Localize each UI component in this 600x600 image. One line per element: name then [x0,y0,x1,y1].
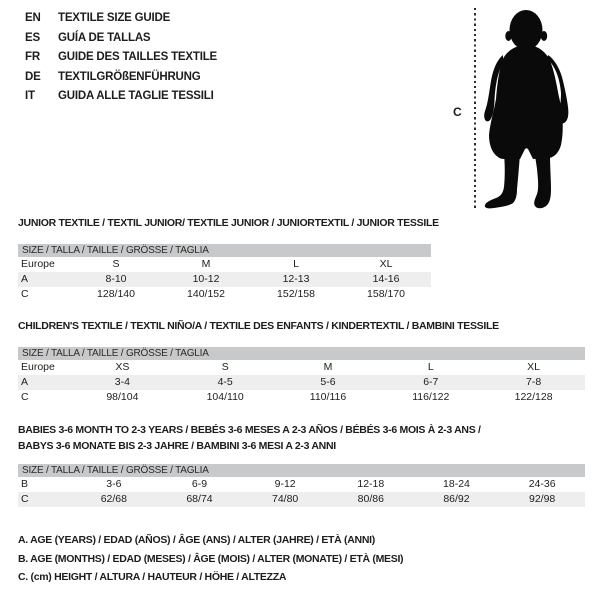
table-row [18,375,585,390]
lang-code: DE [25,70,41,83]
lang-code: ES [25,31,40,44]
size-cell: 12-18 [357,478,385,490]
table-row [18,272,431,287]
row-label: A [18,272,71,287]
lang-code: IT [25,90,35,103]
size-cell: 6-7 [379,375,482,390]
size-cell: 12-13 [251,272,341,287]
language-list [25,9,217,107]
table-header-bar: SIZE / TALLA / TAILLE / GRÖSSE / TAGLIA [18,464,585,477]
row-label: Europe [21,258,55,270]
lang-label: TEXTILGRÖßENFÜHRUNG [58,70,201,83]
size-table-junior [18,244,431,302]
row-label: C [21,391,29,403]
size-cell: 152/158 [277,288,315,300]
size-table-children [18,347,585,405]
lang-code: FR [25,51,40,64]
size-cell: 140/152 [187,288,225,300]
legend-line-b: B. AGE (MONTHS) / EDAD (MESES) / ÂGE (MOIS) / ALTER (MONATE) / ETÀ (MESI) [18,552,404,565]
size-cell: M [201,258,211,270]
size-cell: 98/104 [106,391,139,403]
table-header-bar: SIZE / TALLA / TAILLE / GRÖSSE / TAGLIA [18,347,585,360]
table-row [18,287,431,302]
size-cell: 110/116 [309,391,347,403]
table-row [18,390,585,405]
size-cell: 68/74 [157,492,243,507]
lang-label: GUIDA ALLE TAGLIE TESSILI [58,90,214,103]
legend-line-c: C. (cm) HEIGHT / ALTURA / HAUTEUR / HÖHE / ALTEZZA [18,571,287,583]
size-cell: 86/92 [414,492,500,507]
size-cell: XL [527,361,541,373]
size-cell: 62/68 [71,492,157,507]
row-label: Europe [21,361,55,373]
size-cell: 18-24 [443,478,470,490]
height-measure-dotted-line [474,8,476,208]
baby-silhouette [483,9,575,211]
table-row [18,477,585,492]
size-cell: 6-9 [191,478,208,490]
size-cell: 158/170 [367,288,405,300]
size-cell: XS [115,361,130,373]
row-label: C [21,288,29,300]
size-cell: 10-12 [161,272,251,287]
size-cell: 7-8 [482,375,585,390]
size-cell: 4-5 [174,375,277,390]
table-header-bar: SIZE / TALLA / TAILLE / GRÖSSE / TAGLIA [18,244,431,257]
size-cell: 116/122 [412,391,450,403]
lang-label: GUÍA DE TALLAS [58,31,151,44]
section-title-children: CHILDREN'S TEXTILE / TEXTIL NIÑO/A / TEXTILE DES ENFANTS / KINDERTEXTIL / BAMBINI TESSILE [18,320,499,332]
legend-line-a: A. AGE (YEARS) / EDAD (AÑOS) / ÂGE (ANS) / ALTER (JAHRE) / ETÀ (ANNI) [18,534,375,546]
lang-label: GUIDE DES TAILLES TEXTILE [58,51,217,64]
size-cell: 14-16 [341,272,431,287]
section-title-junior: JUNIOR TEXTILE / TEXTIL JUNIOR/ TEXTILE JUNIOR / JUNIORTEXTIL / JUNIOR TESSILE [18,217,439,229]
table-row [18,492,585,507]
section-title-babies-line1: BABIES 3-6 MONTH TO 2-3 YEARS / BEBÉS 3-6 MESES A 2-3 AÑOS / BÉBÉS 3-6 MOIS À 2-3 ANS / [18,424,481,436]
measurement-legend [18,531,403,587]
size-cell: S [221,361,229,373]
size-cell: XL [379,258,393,270]
size-cell: 92/98 [499,492,585,507]
size-cell: 8-10 [71,272,161,287]
table-row [18,257,431,272]
row-label: B [21,478,29,490]
size-table-babies [18,464,585,507]
lang-code: EN [25,12,41,24]
size-cell: 9-12 [274,478,296,490]
size-cell: 3-4 [71,375,174,390]
height-measure-label: C [453,105,462,119]
size-cell: 128/140 [97,288,135,300]
size-cell: 3-6 [106,478,122,490]
table-row [18,360,585,375]
size-cell: S [112,258,120,270]
size-cell: 122/128 [514,391,553,403]
size-cell: 5-6 [277,375,380,390]
size-cell: 80/86 [328,492,414,507]
size-cell: L [427,361,434,373]
size-cell: L [293,258,299,270]
row-label: C [18,492,71,507]
size-cell: 74/80 [242,492,328,507]
lang-label: TEXTILE SIZE GUIDE [58,12,171,24]
size-cell: M [323,361,333,373]
size-cell: 104/110 [206,391,244,403]
row-label: A [18,375,71,390]
section-title-babies-line2: BABYS 3-6 MONATE BIS 2-3 JAHRE / BAMBINI 3-6 MESI A 2-3 ANNI [18,440,336,452]
size-cell: 24-36 [528,478,556,490]
